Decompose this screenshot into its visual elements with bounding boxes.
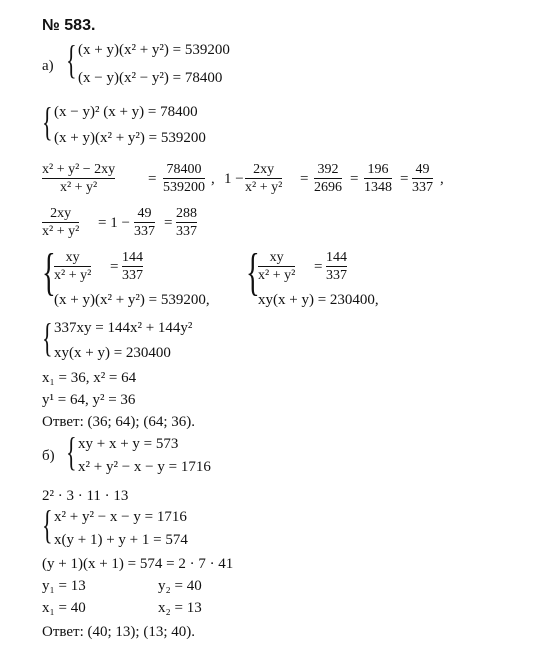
fraction-denominator: 337 (122, 268, 143, 283)
operator: = (400, 171, 409, 187)
fraction (54, 250, 91, 283)
system-b2-eq1: x² + y² − x − y = 1716 (54, 509, 187, 525)
system-brace: { (66, 429, 77, 474)
system-a4-eq1: 337xy = 144x² + 144y² (54, 320, 193, 336)
fraction (176, 206, 197, 239)
fraction (364, 162, 392, 195)
fraction-bar (42, 222, 79, 223)
fraction (42, 162, 115, 195)
operator: = (350, 171, 359, 187)
operator: , (440, 171, 444, 187)
operator: = (314, 259, 323, 275)
fraction-denominator: 337 (412, 180, 433, 195)
system-brace: { (42, 99, 53, 144)
fraction-denominator: 1348 (364, 180, 392, 195)
system-brace: { (42, 502, 53, 547)
fraction-bar (364, 178, 392, 179)
fraction (412, 162, 433, 195)
fraction-numerator: 2xy (50, 206, 72, 221)
fraction-bar (42, 178, 115, 179)
system-brace: { (246, 244, 260, 301)
fraction-denominator: x² + y² (59, 180, 98, 195)
operator: = (300, 171, 309, 187)
fraction-bar (314, 178, 342, 179)
fraction-denominator: 539200 (163, 180, 205, 195)
fraction (134, 206, 155, 239)
operator: 1 − (224, 171, 244, 187)
fraction-bar (258, 266, 295, 267)
fraction-bar (245, 178, 282, 179)
fraction-bar (134, 222, 155, 223)
fraction-denominator: 337 (176, 224, 197, 239)
answer-a: Ответ: (36; 64); (64; 36). (42, 414, 195, 430)
product-equation: (y + 1)(x + 1) = 574 = 2 · 7 · 41 (42, 556, 234, 572)
fraction-numerator: 49 (137, 206, 152, 221)
roots-x: x₁ = 36, x² = 64 (42, 370, 137, 386)
fraction-denominator: 337 (134, 224, 155, 239)
part-b-label: б) (42, 448, 55, 464)
system-brace: { (66, 37, 77, 82)
fraction-numerator: 196 (367, 162, 389, 177)
fraction (42, 206, 79, 239)
fraction-numerator: 78400 (166, 162, 202, 177)
fraction (245, 162, 282, 195)
fraction (122, 250, 143, 283)
fraction-numerator: xy (269, 250, 284, 265)
system-b1-eq1: xy + x + y = 573 (78, 436, 179, 452)
fraction (314, 162, 342, 195)
system-b2-eq2: x(y + 1) + y + 1 = 574 (54, 532, 188, 548)
fraction-denominator: 2696 (314, 180, 342, 195)
fraction-bar (163, 178, 205, 179)
system-a2-eq2: (x + y)(x² + y²) = 539200 (54, 130, 206, 146)
operator: = (164, 215, 173, 231)
system-a4-eq2: xy(x + y) = 230400 (54, 345, 171, 361)
root-y1: y₁ = 13 (42, 578, 86, 594)
fraction-denominator: x² + y² (54, 268, 92, 283)
roots-y: y¹ = 64, y² = 36 (42, 392, 136, 408)
root-x2: x₂ = 13 (158, 600, 202, 616)
system-a1-eq1: (x + y)(x² + y²) = 539200 (78, 42, 230, 58)
fraction-bar (326, 266, 347, 267)
fraction-numerator: 144 (122, 250, 143, 265)
fraction-numerator: 49 (415, 162, 430, 177)
part-a-label: а) (42, 58, 54, 74)
fraction-denominator: x² + y² (245, 180, 283, 195)
fraction (258, 250, 295, 283)
fraction-numerator: 2xy (253, 162, 275, 177)
fraction-numerator: 392 (317, 162, 339, 177)
fraction (326, 250, 347, 283)
fraction-bar (122, 266, 143, 267)
system-brace: { (42, 315, 53, 360)
fraction-denominator: x² + y² (258, 268, 296, 283)
fraction-numerator: xy (65, 250, 80, 265)
operator: = (110, 259, 119, 275)
operator: , (211, 171, 215, 187)
fraction (163, 162, 205, 195)
root-x1: x₁ = 40 (42, 600, 86, 616)
problem-number: № 583. (42, 17, 96, 34)
fraction-numerator: 144 (326, 250, 347, 265)
system-a1-eq2: (x − y)(x² − y²) = 78400 (78, 70, 223, 86)
system-b1-eq2: x² + y² − x − y = 1716 (78, 459, 211, 475)
factorization: 2² · 3 · 11 · 13 (42, 488, 129, 504)
fraction-numerator: 288 (176, 206, 197, 221)
fraction-numerator: x² + y² − 2xy (42, 162, 116, 177)
fraction-denominator: 337 (326, 268, 347, 283)
system-brace: { (42, 244, 56, 301)
fraction-bar (412, 178, 433, 179)
system-a3-left-eq2: (x + y)(x² + y²) = 539200, (54, 292, 210, 308)
fraction-bar (176, 222, 197, 223)
system-a2-eq1: (x − y)² (x + y) = 78400 (54, 104, 198, 120)
answer-b: Ответ: (40; 13); (13; 40). (42, 624, 195, 640)
fraction-bar (54, 266, 91, 267)
operator: = (148, 171, 157, 187)
root-y2: y₂ = 40 (158, 578, 202, 594)
fraction-denominator: x² + y² (42, 224, 80, 239)
system-a3-right-eq2: xy(x + y) = 230400, (258, 292, 379, 308)
operator: = 1 − (98, 215, 130, 231)
